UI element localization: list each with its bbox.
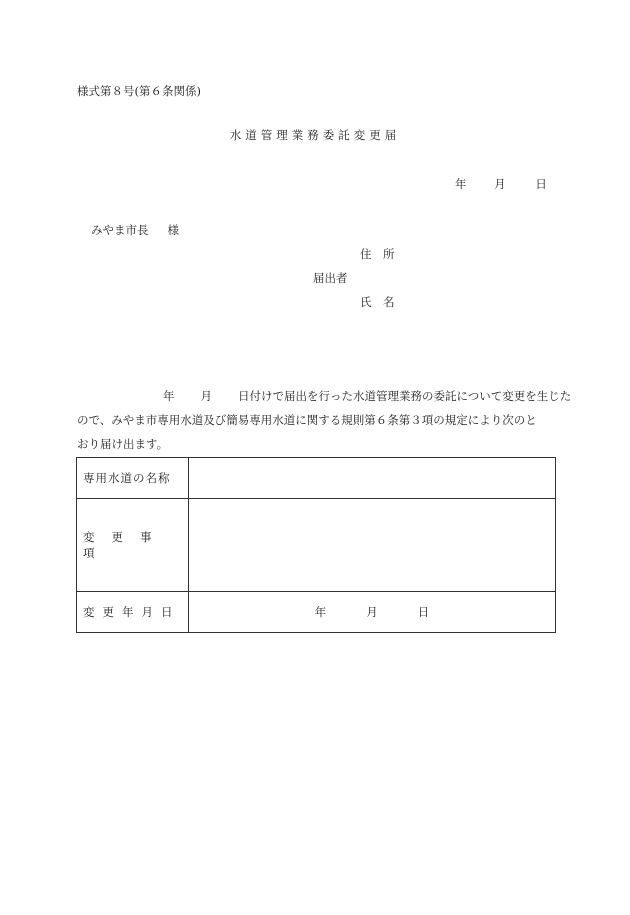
addressee-honorific: 様 [167, 223, 179, 237]
body-line-2: ので、みやま市専用水道及び簡易専用水道に関する規則第６条第３項の規定により次のと [77, 413, 537, 427]
change-date-month-unit: 月 [366, 605, 378, 619]
table-row [77, 592, 556, 633]
date-month-unit: 月 [494, 177, 506, 191]
date-day-unit: 日 [535, 177, 547, 191]
body-line-1-text: 日付けで届出を行った水道管理業務の委託について変更を生じた [238, 389, 572, 403]
table-row [77, 458, 556, 499]
date-year-unit: 年 [455, 177, 467, 191]
change-date-day-unit: 日 [417, 605, 430, 619]
addressee-name: みやま市長 [91, 223, 149, 237]
waterworks-name-field[interactable] [189, 458, 556, 499]
body-month-unit: 月 [200, 389, 212, 403]
body-text [77, 384, 572, 456]
form-number: 様式第８号(第６条関係) [77, 84, 201, 98]
applicant-name-label: 氏 名 [360, 295, 395, 309]
applicant-address-label: 住 所 [360, 247, 395, 261]
change-items-label: 変更事項 [77, 499, 189, 592]
change-items-field[interactable] [189, 499, 556, 592]
body-year-unit: 年 [163, 389, 175, 403]
change-details-table [76, 457, 556, 633]
table-row [77, 499, 556, 592]
document-title: 水道管理業務委託変更届 [229, 128, 401, 142]
waterworks-name-label: 専用水道の名称 [77, 458, 189, 499]
applicant-label: 届出者 [313, 271, 348, 285]
change-date-year-unit: 年 [314, 605, 327, 619]
submission-date-line [455, 179, 547, 191]
change-date-label: 変更年月日 [77, 592, 189, 633]
addressee [91, 225, 179, 237]
body-line-3: おり届け出ます。 [77, 437, 169, 451]
body-line-1 [77, 384, 572, 408]
change-date-field[interactable] [189, 592, 556, 633]
